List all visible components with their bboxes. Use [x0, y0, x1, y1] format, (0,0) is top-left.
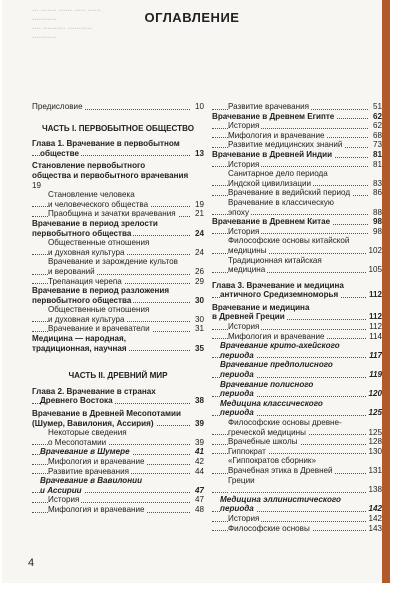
- toc-entry: Мифология и врачевание 42: [32, 457, 204, 467]
- toc-entry: и духовная культура 24: [32, 248, 204, 258]
- toc-entry: История 112: [212, 322, 382, 332]
- toc-entry: Философские основы древне-: [228, 418, 342, 427]
- toc-section: Врачевание в Древней Месопотамии: [32, 409, 181, 419]
- toc-subsection: и Ассирии 47: [32, 486, 204, 496]
- toc-entry: Праобщина и зачатки врачевания 21: [32, 209, 204, 219]
- toc-subsection: Врачевание крито-ахейского: [220, 341, 340, 351]
- chapter-heading: античного Средиземноморья 112: [212, 290, 382, 300]
- toc-entry: о Месопотамии 39: [32, 438, 204, 448]
- toc-entry: 138: [212, 485, 382, 495]
- toc-entry: эпоху 88: [212, 208, 382, 218]
- toc-entry: История 142: [212, 514, 382, 524]
- toc-subsection: периода 125: [212, 408, 382, 418]
- part-heading: ЧАСТЬ I. ПЕРВОБЫТНОЕ ОБЩЕСТВО: [41, 123, 195, 133]
- toc-entry: Развитие медицинских знаний 73: [212, 140, 382, 150]
- toc-entry: Врачевание в классическую: [228, 197, 334, 207]
- chapter-heading: Глава 1. Врачевание в первобытном: [32, 139, 180, 149]
- toc-entry: Общественные отношения: [48, 305, 150, 315]
- toc-right-column: [212, 102, 382, 533]
- page-number: 4: [28, 557, 35, 569]
- book-page: [2, 0, 390, 583]
- toc-subsection: периода 119: [212, 370, 382, 380]
- toc-entry: Развитие врачевания 51: [212, 102, 382, 112]
- toc-entry: Традиционная китайская: [228, 255, 322, 265]
- toc-section: Врачевание в Древней Индии 81: [212, 149, 382, 159]
- toc-entry: Философские основы китайской: [228, 236, 350, 246]
- toc-page: 19: [32, 180, 42, 190]
- toc-entry: и человеческого общества 19: [32, 200, 204, 210]
- toc-subsection: периода 120: [212, 389, 382, 399]
- toc-subsection: Медицина эллинистического: [220, 494, 341, 504]
- chapter-heading: Глава 3. Врачевание и медицина: [212, 280, 344, 290]
- toc-subsection: Врачевание предполисного: [220, 360, 333, 370]
- toc-entry: Врачевание в ведийский период 86: [212, 188, 382, 198]
- toc-entry: Предисловие 10: [32, 102, 204, 111]
- toc-entry: Гиппократ 130: [212, 447, 382, 457]
- part-heading: ЧАСТЬ II. ДРЕВНИЙ МИР: [68, 371, 168, 381]
- toc-section: общества и первобытного врачевания: [32, 170, 189, 180]
- toc-entry: Становление человека: [48, 190, 135, 200]
- toc-entry: Индской цивилизации 83: [212, 179, 382, 189]
- toc-entry: Мифология и врачевание 48: [32, 505, 204, 515]
- toc-entry: Врачебная этика в Древней 131: [212, 466, 382, 476]
- chapter-heading: обществе 13: [32, 149, 204, 159]
- toc-entry: Общественные отношения: [48, 238, 150, 248]
- toc-subsection: периода 117: [212, 351, 382, 361]
- toc-entry: медицины 102: [212, 246, 382, 256]
- toc-entry: История 98: [212, 227, 382, 237]
- toc-section: Медицина — народная,: [32, 334, 126, 344]
- toc-section: в Древней Греции 112: [212, 312, 382, 322]
- toc-section: Врачевание в период разложения: [32, 286, 170, 296]
- chapter-heading: Древнего Востока 38: [32, 396, 204, 406]
- page-title: ОГЛАВЛЕНИЕ: [144, 10, 240, 25]
- toc-entry: История 47: [32, 495, 204, 505]
- toc-entry: Философские основы 143: [212, 524, 382, 534]
- toc-section: Становление первобытного: [32, 161, 146, 171]
- toc-section: первобытного общества 24: [32, 228, 204, 238]
- toc-entry: Мифология и врачевание 68: [212, 131, 382, 141]
- chapter-heading: Глава 2. Врачевание в странах: [32, 386, 156, 396]
- toc-section: первобытного общества 30: [32, 295, 204, 305]
- toc-entry: Греции: [228, 475, 255, 485]
- toc-entry: греческой медицины 125: [212, 428, 382, 438]
- toc-entry: медицина 105: [212, 265, 382, 275]
- toc-entry: «Гиппократов сборник»: [228, 456, 316, 466]
- toc-section: (Шумер, Вавилония, Ассирия) 39: [32, 418, 204, 428]
- toc-section: Врачевание в период зрелости: [32, 218, 158, 228]
- toc-section: Врачевание и медицина: [212, 302, 310, 312]
- toc-entry: и верований 26: [32, 267, 204, 277]
- toc-left-column: [32, 102, 204, 515]
- toc-subsection: Врачевание полисного: [220, 379, 314, 389]
- toc-subsection: Врачевание в Шумере 41: [32, 447, 204, 457]
- toc-section: Врачевание в Древнем Египте 62: [212, 111, 382, 121]
- toc-entry: Развитие врачевания 44: [32, 467, 204, 477]
- toc-entry: и духовная культура 30: [32, 315, 204, 325]
- bleed-through-text: ... ....... ...... ..... ...... ........... .... .......... ........... ...........: [32, 4, 101, 40]
- toc-entry: Трепанация черепа 29: [32, 277, 204, 287]
- toc-entry: История 62: [212, 121, 382, 131]
- toc-section: Врачевание в Древнем Китае 98: [212, 217, 382, 227]
- toc-entry: Врачевание и врачеватели 31: [32, 324, 204, 334]
- toc-subsection: периода 142: [212, 504, 382, 514]
- toc-section: традиционная, научная 35: [32, 343, 204, 353]
- toc-entry: Мифология и врачевание 114: [212, 332, 382, 342]
- toc-entry: Некоторые сведения: [48, 428, 127, 438]
- toc-entry: Санитарное дело периода: [228, 169, 328, 179]
- toc-entry: Врачевание и зарождение культов: [48, 257, 178, 267]
- toc-entry: История 81: [212, 160, 382, 170]
- toc-subsection: Медицина классического: [220, 398, 323, 408]
- toc-entry: Врачебные школы 128: [212, 437, 382, 447]
- toc-subsection: Врачевание в Вавилонии: [40, 476, 143, 486]
